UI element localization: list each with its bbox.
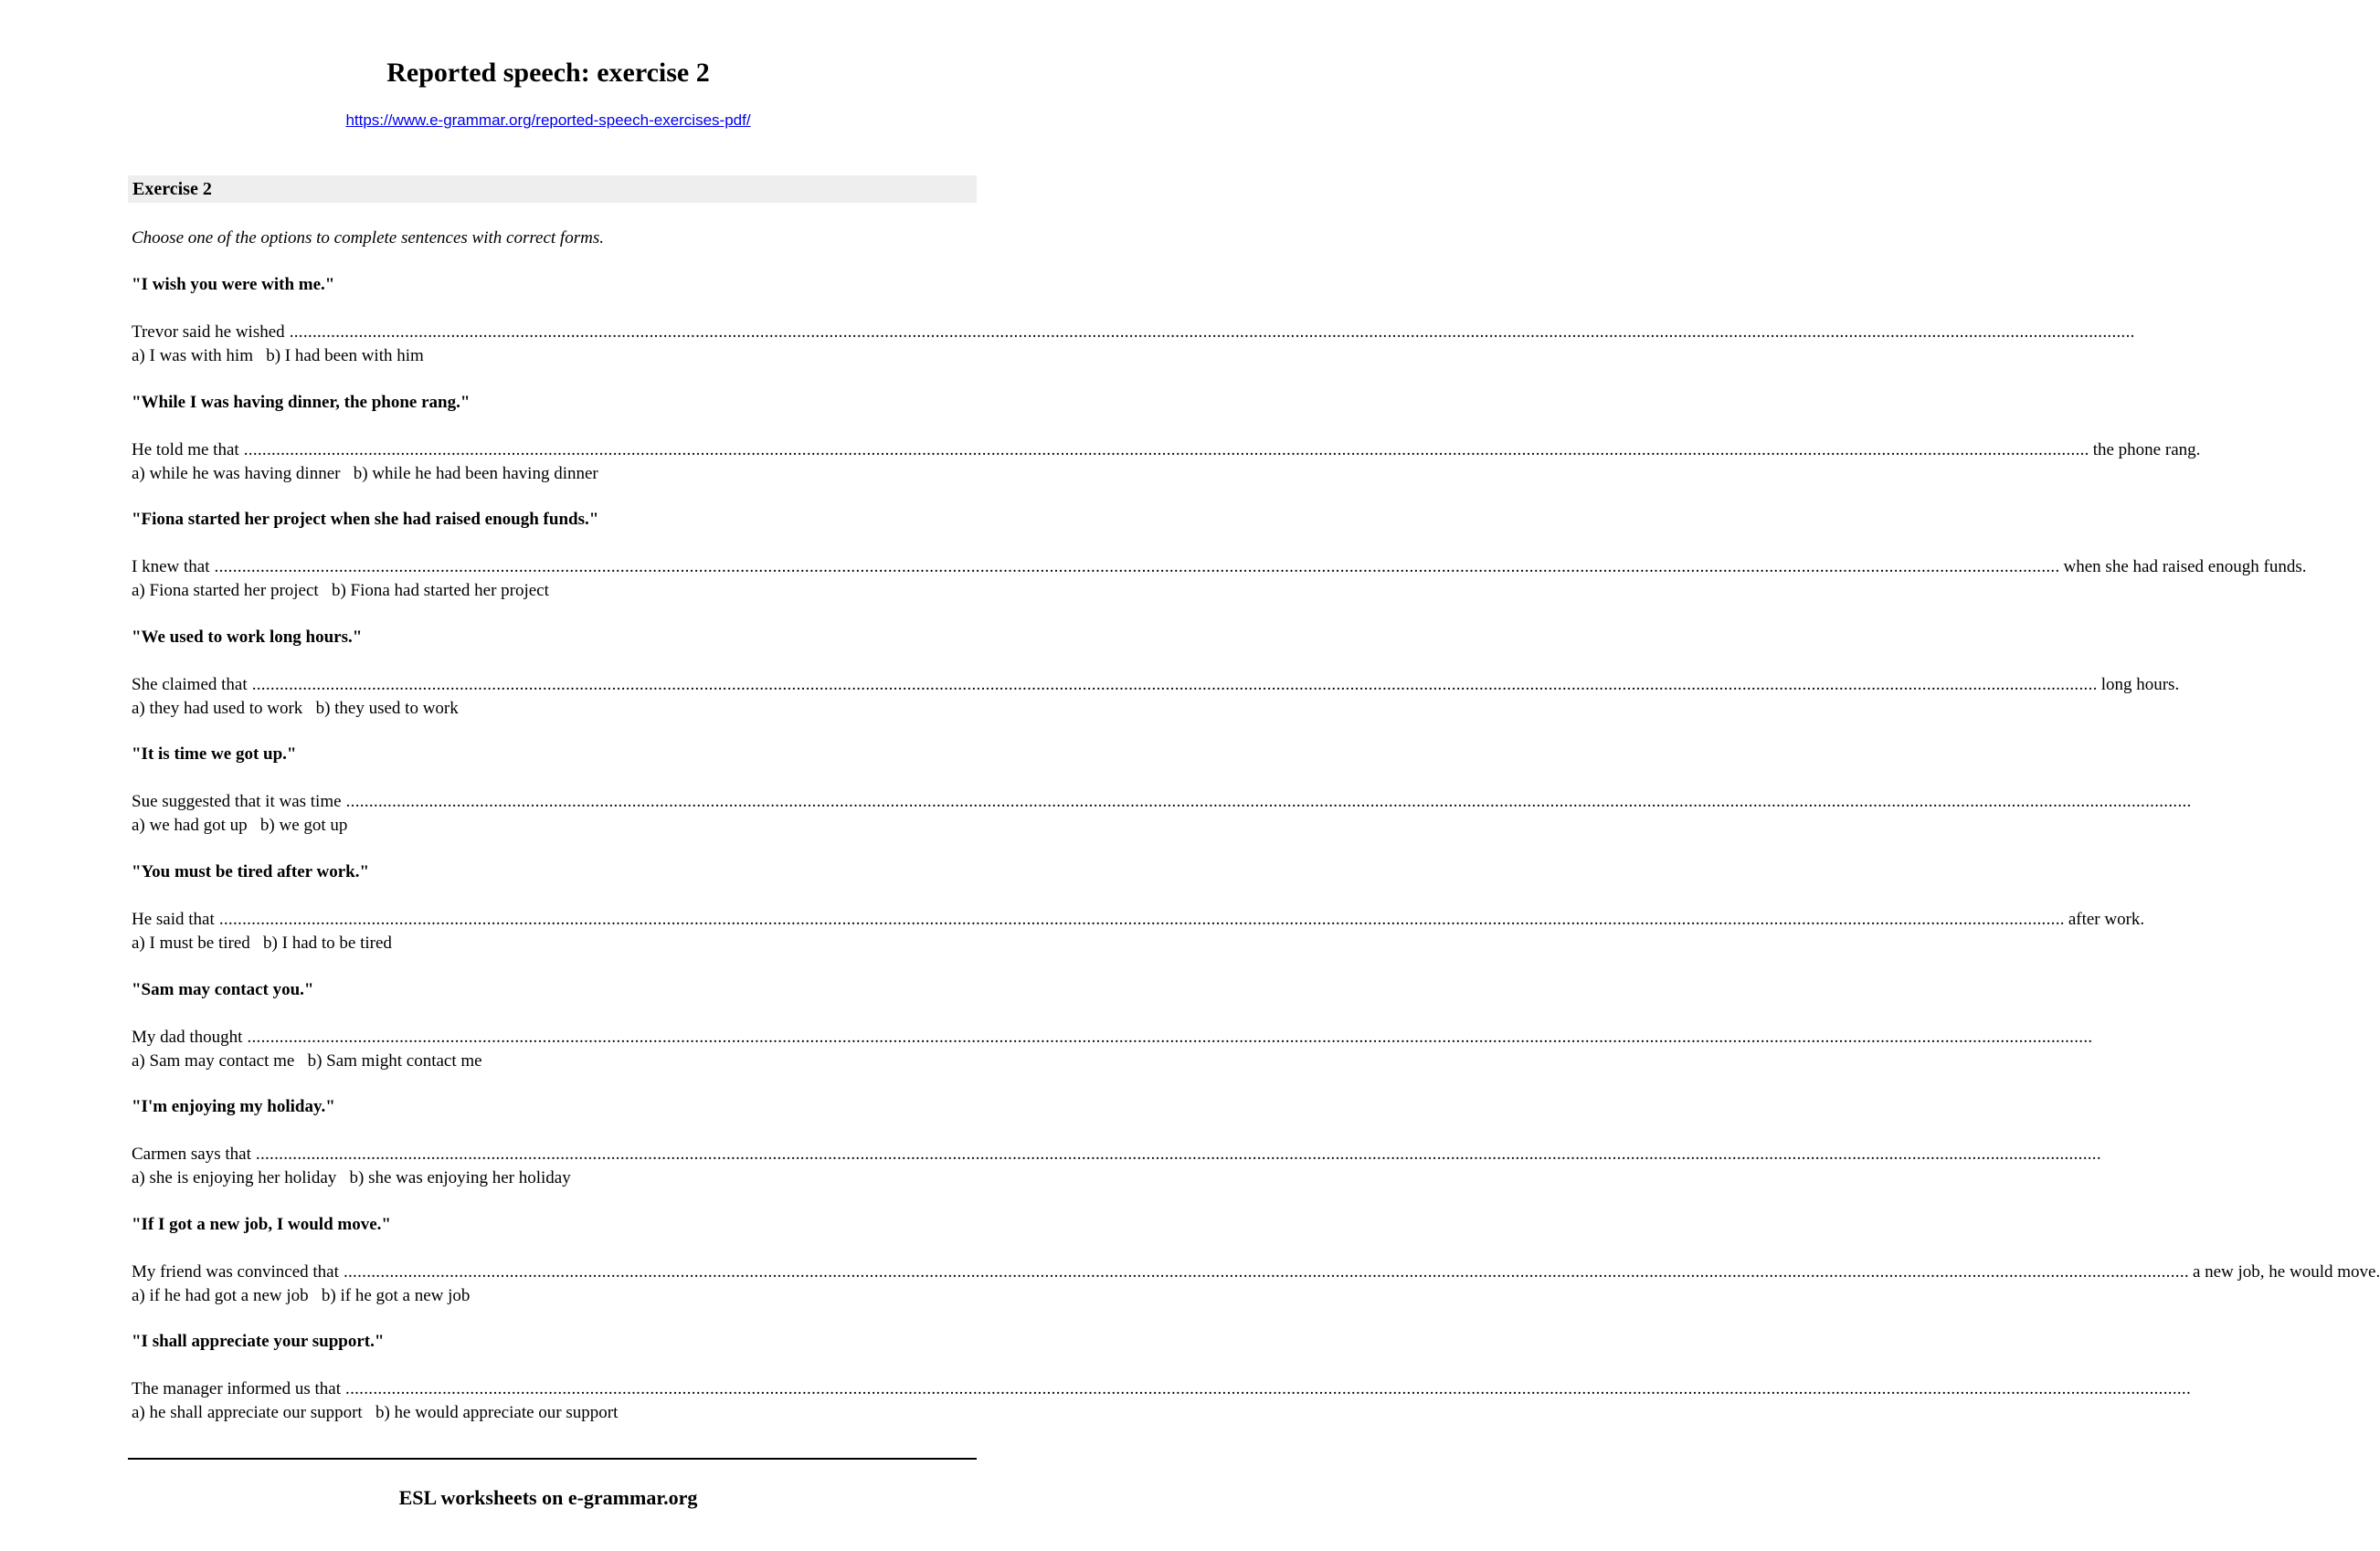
- option-b[interactable]: b) if he got a new job: [321, 1285, 471, 1305]
- question-item: [132, 392, 2201, 510]
- answer-options: [132, 932, 970, 955]
- question-item: [132, 744, 2192, 861]
- sentence-suffix: after work.: [2068, 909, 2145, 929]
- sentence-prefix: Carmen says that: [132, 1145, 251, 1165]
- answer-options: [132, 344, 970, 368]
- option-b[interactable]: b) we got up: [259, 816, 348, 836]
- question-item: [132, 1331, 2192, 1449]
- answer-blank[interactable]: ................................................................................................................................................................................................................................................................................................................................................................................................................: [238, 439, 2089, 459]
- sentence-suffix: the phone rang.: [2092, 439, 2201, 459]
- option-b[interactable]: b) I had to be tired: [263, 933, 392, 953]
- option-a[interactable]: a) Sam may contact me: [132, 1050, 295, 1071]
- question-item: [132, 627, 2180, 744]
- reported-sentence: [132, 438, 2201, 462]
- answer-options: [132, 1166, 970, 1190]
- sentence-prefix: The manager informed us that: [132, 1379, 341, 1399]
- answer-options: [132, 814, 970, 838]
- reported-sentence: [132, 1377, 2192, 1401]
- footer-text: ESL worksheets on e-grammar.org: [398, 1486, 698, 1509]
- option-b[interactable]: b) I had been with him: [266, 346, 424, 365]
- source-link[interactable]: https://www.e-grammar.org/reported-speech-exercises-pdf/: [345, 111, 751, 129]
- answer-options: [132, 1050, 970, 1073]
- sentence-prefix: Trevor said he wished: [132, 322, 285, 342]
- answer-options: [132, 462, 970, 486]
- option-b[interactable]: b) Fiona had started her project: [331, 581, 549, 601]
- question-item: [132, 861, 2145, 979]
- question-item: [132, 979, 2093, 1097]
- answer-blank[interactable]: ................................................................................................................................................................................................................................................................................................................................................................................................................: [247, 674, 2098, 694]
- question-item: [132, 1214, 2380, 1332]
- sentence-suffix: a new job, he would move.: [2192, 1261, 2380, 1282]
- question-quote: "We used to work long hours.": [132, 627, 363, 647]
- sentence-suffix: when she had raised enough funds.: [2063, 557, 2307, 577]
- reported-sentence: [132, 790, 2192, 814]
- answer-blank[interactable]: ................................................................................................................................................................................................................................................................................................................................................................................................................: [214, 909, 2065, 929]
- option-a[interactable]: a) I was with him: [132, 346, 253, 365]
- reported-sentence: [132, 908, 2145, 932]
- answer-blank[interactable]: ................................................................................................................................................................................................................................................................................................................................................................................................................: [341, 792, 2192, 812]
- reported-sentence: [132, 1261, 2380, 1284]
- exercise-heading: Exercise 2: [128, 175, 977, 203]
- answer-options: [132, 697, 970, 721]
- answer-options: [132, 579, 970, 603]
- question-item: [132, 509, 2307, 627]
- question-quote: "If I got a new job, I would move.": [132, 1214, 391, 1234]
- reported-sentence: [132, 555, 2307, 579]
- answer-blank[interactable]: ................................................................................................................................................................................................................................................................................................................................................................................................................: [209, 557, 2060, 577]
- sentence-prefix: My dad thought: [132, 1027, 243, 1047]
- answer-blank[interactable]: ................................................................................................................................................................................................................................................................................................................................................................................................................: [242, 1027, 2093, 1047]
- option-b[interactable]: b) they used to work: [315, 698, 459, 718]
- sentence-prefix: He told me that: [132, 439, 239, 459]
- reported-sentence: [132, 321, 2135, 344]
- reported-sentence: [132, 1026, 2093, 1050]
- answer-blank[interactable]: ................................................................................................................................................................................................................................................................................................................................................................................................................: [338, 1261, 2189, 1282]
- question-item: [132, 1096, 2101, 1214]
- option-b[interactable]: b) he would appreciate our support: [375, 1403, 619, 1423]
- option-a[interactable]: a) she is enjoying her holiday: [132, 1168, 337, 1188]
- question-quote: "While I was having dinner, the phone rang.": [132, 392, 471, 412]
- option-a[interactable]: a) they had used to work: [132, 698, 303, 718]
- reported-sentence: [132, 673, 2180, 697]
- sentence-suffix: long hours.: [2100, 674, 2180, 694]
- option-a[interactable]: a) he shall appreciate our support: [132, 1403, 363, 1423]
- option-b[interactable]: b) she was enjoying her holiday: [349, 1168, 571, 1188]
- question-quote: "Sam may contact you.": [132, 979, 314, 999]
- option-a[interactable]: a) I must be tired: [132, 933, 250, 953]
- question-quote: "I shall appreciate your support.": [132, 1332, 385, 1352]
- sentence-prefix: She claimed that: [132, 674, 248, 694]
- sentence-prefix: My friend was convinced that: [132, 1261, 339, 1282]
- question-quote: "I'm enjoying my holiday.": [132, 1097, 335, 1117]
- answer-blank[interactable]: ................................................................................................................................................................................................................................................................................................................................................................................................................: [284, 322, 2135, 342]
- sentence-prefix: I knew that: [132, 557, 210, 577]
- option-b[interactable]: b) Sam might contact me: [307, 1050, 482, 1071]
- answer-options: [132, 1401, 970, 1425]
- answer-options: [132, 1284, 970, 1308]
- question-quote: "It is time we got up.": [132, 744, 297, 765]
- question-quote: "I wish you were with me.": [132, 275, 335, 294]
- option-a[interactable]: a) Fiona started her project: [132, 581, 319, 601]
- sentence-prefix: Sue suggested that it was time: [132, 792, 342, 812]
- question-quote: "Fiona started her project when she had raised enough funds.": [132, 510, 599, 530]
- option-b[interactable]: b) while he had been having dinner: [353, 463, 598, 483]
- footer-divider: [128, 1458, 977, 1460]
- question-list: [132, 274, 2380, 1449]
- reported-sentence: [132, 1143, 2101, 1166]
- option-a[interactable]: a) if he had got a new job: [132, 1285, 309, 1305]
- page-title: Reported speech: exercise 2: [386, 58, 710, 88]
- option-a[interactable]: a) we had got up: [132, 816, 248, 836]
- option-a[interactable]: a) while he was having dinner: [132, 463, 341, 483]
- question-item: [132, 274, 2135, 392]
- answer-blank[interactable]: ................................................................................................................................................................................................................................................................................................................................................................................................................: [250, 1145, 2101, 1165]
- exercise-instructions: Choose one of the options to complete sentences with correct forms.: [132, 228, 604, 248]
- sentence-prefix: He said that: [132, 909, 215, 929]
- answer-blank[interactable]: ................................................................................................................................................................................................................................................................................................................................................................................................................: [340, 1379, 2192, 1399]
- question-quote: "You must be tired after work.": [132, 861, 369, 881]
